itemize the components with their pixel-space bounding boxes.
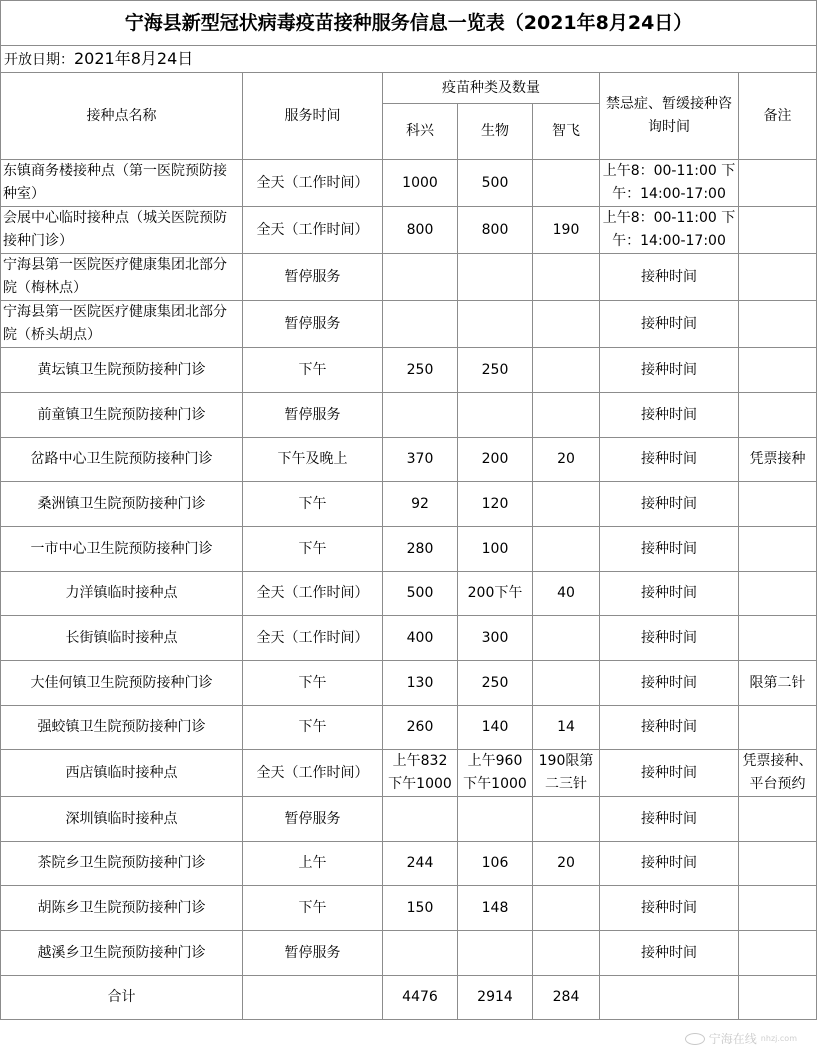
cell-consult: 接种时间	[600, 527, 739, 572]
cell-site: 胡陈乡卫生院预防接种门诊	[1, 886, 243, 931]
cell-zhifei: 20	[533, 842, 600, 886]
table-row	[1, 750, 817, 797]
cell-note	[739, 706, 817, 750]
table-row	[1, 207, 817, 254]
cell-kexing: 280	[383, 527, 458, 572]
watermark-logo-icon	[685, 1033, 705, 1045]
cell-note	[739, 616, 817, 661]
cell-site: 宁海县第一医院医疗健康集团北部分院（梅林点）	[1, 254, 243, 301]
total-kexing: 4476	[383, 976, 458, 1020]
cell-note	[739, 482, 817, 527]
cell-zhifei: 14	[533, 706, 600, 750]
cell-shengwu: 200下午	[458, 572, 533, 616]
sheet-title: 宁海县新型冠状病毒疫苗接种服务信息一览表（2021年8月24日）	[1, 1, 817, 46]
cell-consult: 接种时间	[600, 301, 739, 348]
cell-note	[739, 842, 817, 886]
cell-site: 岔路中心卫生院预防接种门诊	[1, 438, 243, 482]
cell-note	[739, 393, 817, 438]
cell-service-time: 上午	[243, 842, 383, 886]
cell-service-time: 下午	[243, 886, 383, 931]
cell-shengwu: 120	[458, 482, 533, 527]
cell-shengwu: 300	[458, 616, 533, 661]
cell-kexing: 130	[383, 661, 458, 706]
cell-consult: 接种时间	[600, 706, 739, 750]
cell-shengwu: 148	[458, 886, 533, 931]
cell-note	[739, 886, 817, 931]
watermark-text: 宁海在线	[708, 1032, 757, 1046]
cell-note	[739, 160, 817, 207]
cell-note	[739, 254, 817, 301]
open-date-label: 开放日期：	[4, 51, 74, 68]
cell-kexing	[383, 797, 458, 842]
cell-zhifei: 40	[533, 572, 600, 616]
total-shengwu: 2914	[458, 976, 533, 1020]
cell-shengwu: 140	[458, 706, 533, 750]
cell-note	[739, 572, 817, 616]
table-row	[1, 438, 817, 482]
cell-consult: 接种时间	[600, 348, 739, 393]
header-service-time: 服务时间	[243, 73, 383, 160]
table-row	[1, 931, 817, 976]
cell-site: 强蛟镇卫生院预防接种门诊	[1, 706, 243, 750]
cell-shengwu: 100	[458, 527, 533, 572]
table-row	[1, 160, 817, 207]
cell-shengwu: 上午960 下午1000	[458, 750, 533, 797]
header-row-top	[1, 73, 817, 104]
cell-site: 越溪乡卫生院预防接种门诊	[1, 931, 243, 976]
cell-site: 西店镇临时接种点	[1, 750, 243, 797]
cell-site: 前童镇卫生院预防接种门诊	[1, 393, 243, 438]
cell-shengwu	[458, 301, 533, 348]
cell-site: 宁海县第一医院医疗健康集团北部分院（桥头胡点）	[1, 301, 243, 348]
table-row	[1, 797, 817, 842]
cell-kexing	[383, 301, 458, 348]
cell-service-time: 暂停服务	[243, 931, 383, 976]
total-label: 合计	[1, 976, 243, 1020]
header-note: 备注	[739, 73, 817, 160]
table-row	[1, 706, 817, 750]
cell-consult: 上午8：00-11:00 下午：14:00-17:00	[600, 207, 739, 254]
cell-note	[739, 527, 817, 572]
cell-site: 一市中心卫生院预防接种门诊	[1, 527, 243, 572]
table-row	[1, 393, 817, 438]
cell-service-time: 下午	[243, 706, 383, 750]
cell-site: 黄坛镇卫生院预防接种门诊	[1, 348, 243, 393]
cell-shengwu: 250	[458, 661, 533, 706]
cell-kexing: 上午832 下午1000	[383, 750, 458, 797]
open-date	[1, 46, 817, 73]
cell-service-time: 全天（工作时间）	[243, 616, 383, 661]
cell-note	[739, 931, 817, 976]
cell-kexing: 370	[383, 438, 458, 482]
cell-zhifei: 190限第二三针	[533, 750, 600, 797]
cell-zhifei	[533, 254, 600, 301]
cell-site: 力洋镇临时接种点	[1, 572, 243, 616]
cell-consult: 接种时间	[600, 886, 739, 931]
cell-note	[739, 207, 817, 254]
header-shengwu: 生物	[458, 104, 533, 160]
table-row	[1, 527, 817, 572]
table-row	[1, 482, 817, 527]
cell-shengwu: 800	[458, 207, 533, 254]
cell-service-time: 暂停服务	[243, 393, 383, 438]
cell-consult: 接种时间	[600, 797, 739, 842]
cell-site: 大佳何镇卫生院预防接种门诊	[1, 661, 243, 706]
cell-shengwu	[458, 254, 533, 301]
cell-consult: 接种时间	[600, 572, 739, 616]
cell-site: 长街镇临时接种点	[1, 616, 243, 661]
header-site: 接种点名称	[1, 73, 243, 160]
cell-zhifei	[533, 616, 600, 661]
cell-zhifei	[533, 301, 600, 348]
table-row	[1, 886, 817, 931]
cell-consult: 接种时间	[600, 393, 739, 438]
cell-service-time: 全天（工作时间）	[243, 572, 383, 616]
cell-service-time: 下午	[243, 527, 383, 572]
total-note	[739, 976, 817, 1020]
cell-shengwu: 106	[458, 842, 533, 886]
table-row	[1, 661, 817, 706]
cell-kexing: 244	[383, 842, 458, 886]
cell-shengwu: 500	[458, 160, 533, 207]
cell-consult: 接种时间	[600, 616, 739, 661]
cell-zhifei	[533, 527, 600, 572]
table-row	[1, 301, 817, 348]
cell-site: 会展中心临时接种点（城关医院预防接种门诊）	[1, 207, 243, 254]
cell-shengwu: 200	[458, 438, 533, 482]
cell-consult: 接种时间	[600, 750, 739, 797]
cell-zhifei	[533, 393, 600, 438]
cell-note	[739, 797, 817, 842]
cell-service-time: 下午及晚上	[243, 438, 383, 482]
cell-service-time: 下午	[243, 348, 383, 393]
cell-note: 凭票接种、平台预约	[739, 750, 817, 797]
table-row	[1, 572, 817, 616]
cell-shengwu	[458, 931, 533, 976]
cell-service-time: 暂停服务	[243, 797, 383, 842]
table-row	[1, 616, 817, 661]
cell-note: 限第二针	[739, 661, 817, 706]
cell-kexing: 92	[383, 482, 458, 527]
watermark	[685, 1030, 797, 1047]
cell-zhifei	[533, 797, 600, 842]
cell-service-time: 暂停服务	[243, 254, 383, 301]
cell-consult: 接种时间	[600, 661, 739, 706]
cell-zhifei	[533, 482, 600, 527]
cell-service-time: 全天（工作时间）	[243, 750, 383, 797]
header-zhifei: 智飞	[533, 104, 600, 160]
cell-site: 东镇商务楼接种点（第一医院预防接种室）	[1, 160, 243, 207]
cell-note	[739, 301, 817, 348]
cell-kexing: 800	[383, 207, 458, 254]
cell-zhifei: 190	[533, 207, 600, 254]
cell-kexing: 1000	[383, 160, 458, 207]
cell-kexing	[383, 931, 458, 976]
cell-shengwu	[458, 393, 533, 438]
cell-zhifei	[533, 661, 600, 706]
cell-site: 深圳镇临时接种点	[1, 797, 243, 842]
cell-service-time: 下午	[243, 482, 383, 527]
cell-shengwu: 250	[458, 348, 533, 393]
table-row	[1, 348, 817, 393]
cell-service-time: 暂停服务	[243, 301, 383, 348]
header-consult: 禁忌症、暂缓接种咨询时间	[600, 73, 739, 160]
total-row	[1, 976, 817, 1020]
cell-kexing: 260	[383, 706, 458, 750]
table-row	[1, 254, 817, 301]
cell-consult: 上午8：00-11:00 下午：14:00-17:00	[600, 160, 739, 207]
cell-site: 茶院乡卫生院预防接种门诊	[1, 842, 243, 886]
table-row	[1, 842, 817, 886]
open-date-value: 2021年8月24日	[74, 48, 194, 68]
cell-note: 凭票接种	[739, 438, 817, 482]
cell-service-time: 全天（工作时间）	[243, 207, 383, 254]
title-row	[1, 1, 817, 46]
cell-consult: 接种时间	[600, 254, 739, 301]
cell-zhifei	[533, 348, 600, 393]
cell-consult: 接种时间	[600, 482, 739, 527]
total-service-time	[243, 976, 383, 1020]
cell-zhifei	[533, 160, 600, 207]
cell-kexing: 500	[383, 572, 458, 616]
cell-note	[739, 348, 817, 393]
total-zhifei: 284	[533, 976, 600, 1020]
date-row	[1, 46, 817, 73]
cell-consult: 接种时间	[600, 842, 739, 886]
header-vaccine-group: 疫苗种类及数量	[383, 73, 600, 104]
cell-kexing	[383, 254, 458, 301]
cell-site: 桑洲镇卫生院预防接种门诊	[1, 482, 243, 527]
header-kexing: 科兴	[383, 104, 458, 160]
total-consult	[600, 976, 739, 1020]
cell-kexing: 150	[383, 886, 458, 931]
cell-kexing: 250	[383, 348, 458, 393]
watermark-url: nhzj.com	[760, 1034, 797, 1043]
cell-kexing	[383, 393, 458, 438]
cell-zhifei	[533, 931, 600, 976]
cell-kexing: 400	[383, 616, 458, 661]
cell-zhifei: 20	[533, 438, 600, 482]
cell-shengwu	[458, 797, 533, 842]
cell-consult: 接种时间	[600, 931, 739, 976]
cell-service-time: 全天（工作时间）	[243, 160, 383, 207]
cell-service-time: 下午	[243, 661, 383, 706]
cell-consult: 接种时间	[600, 438, 739, 482]
cell-zhifei	[533, 886, 600, 931]
